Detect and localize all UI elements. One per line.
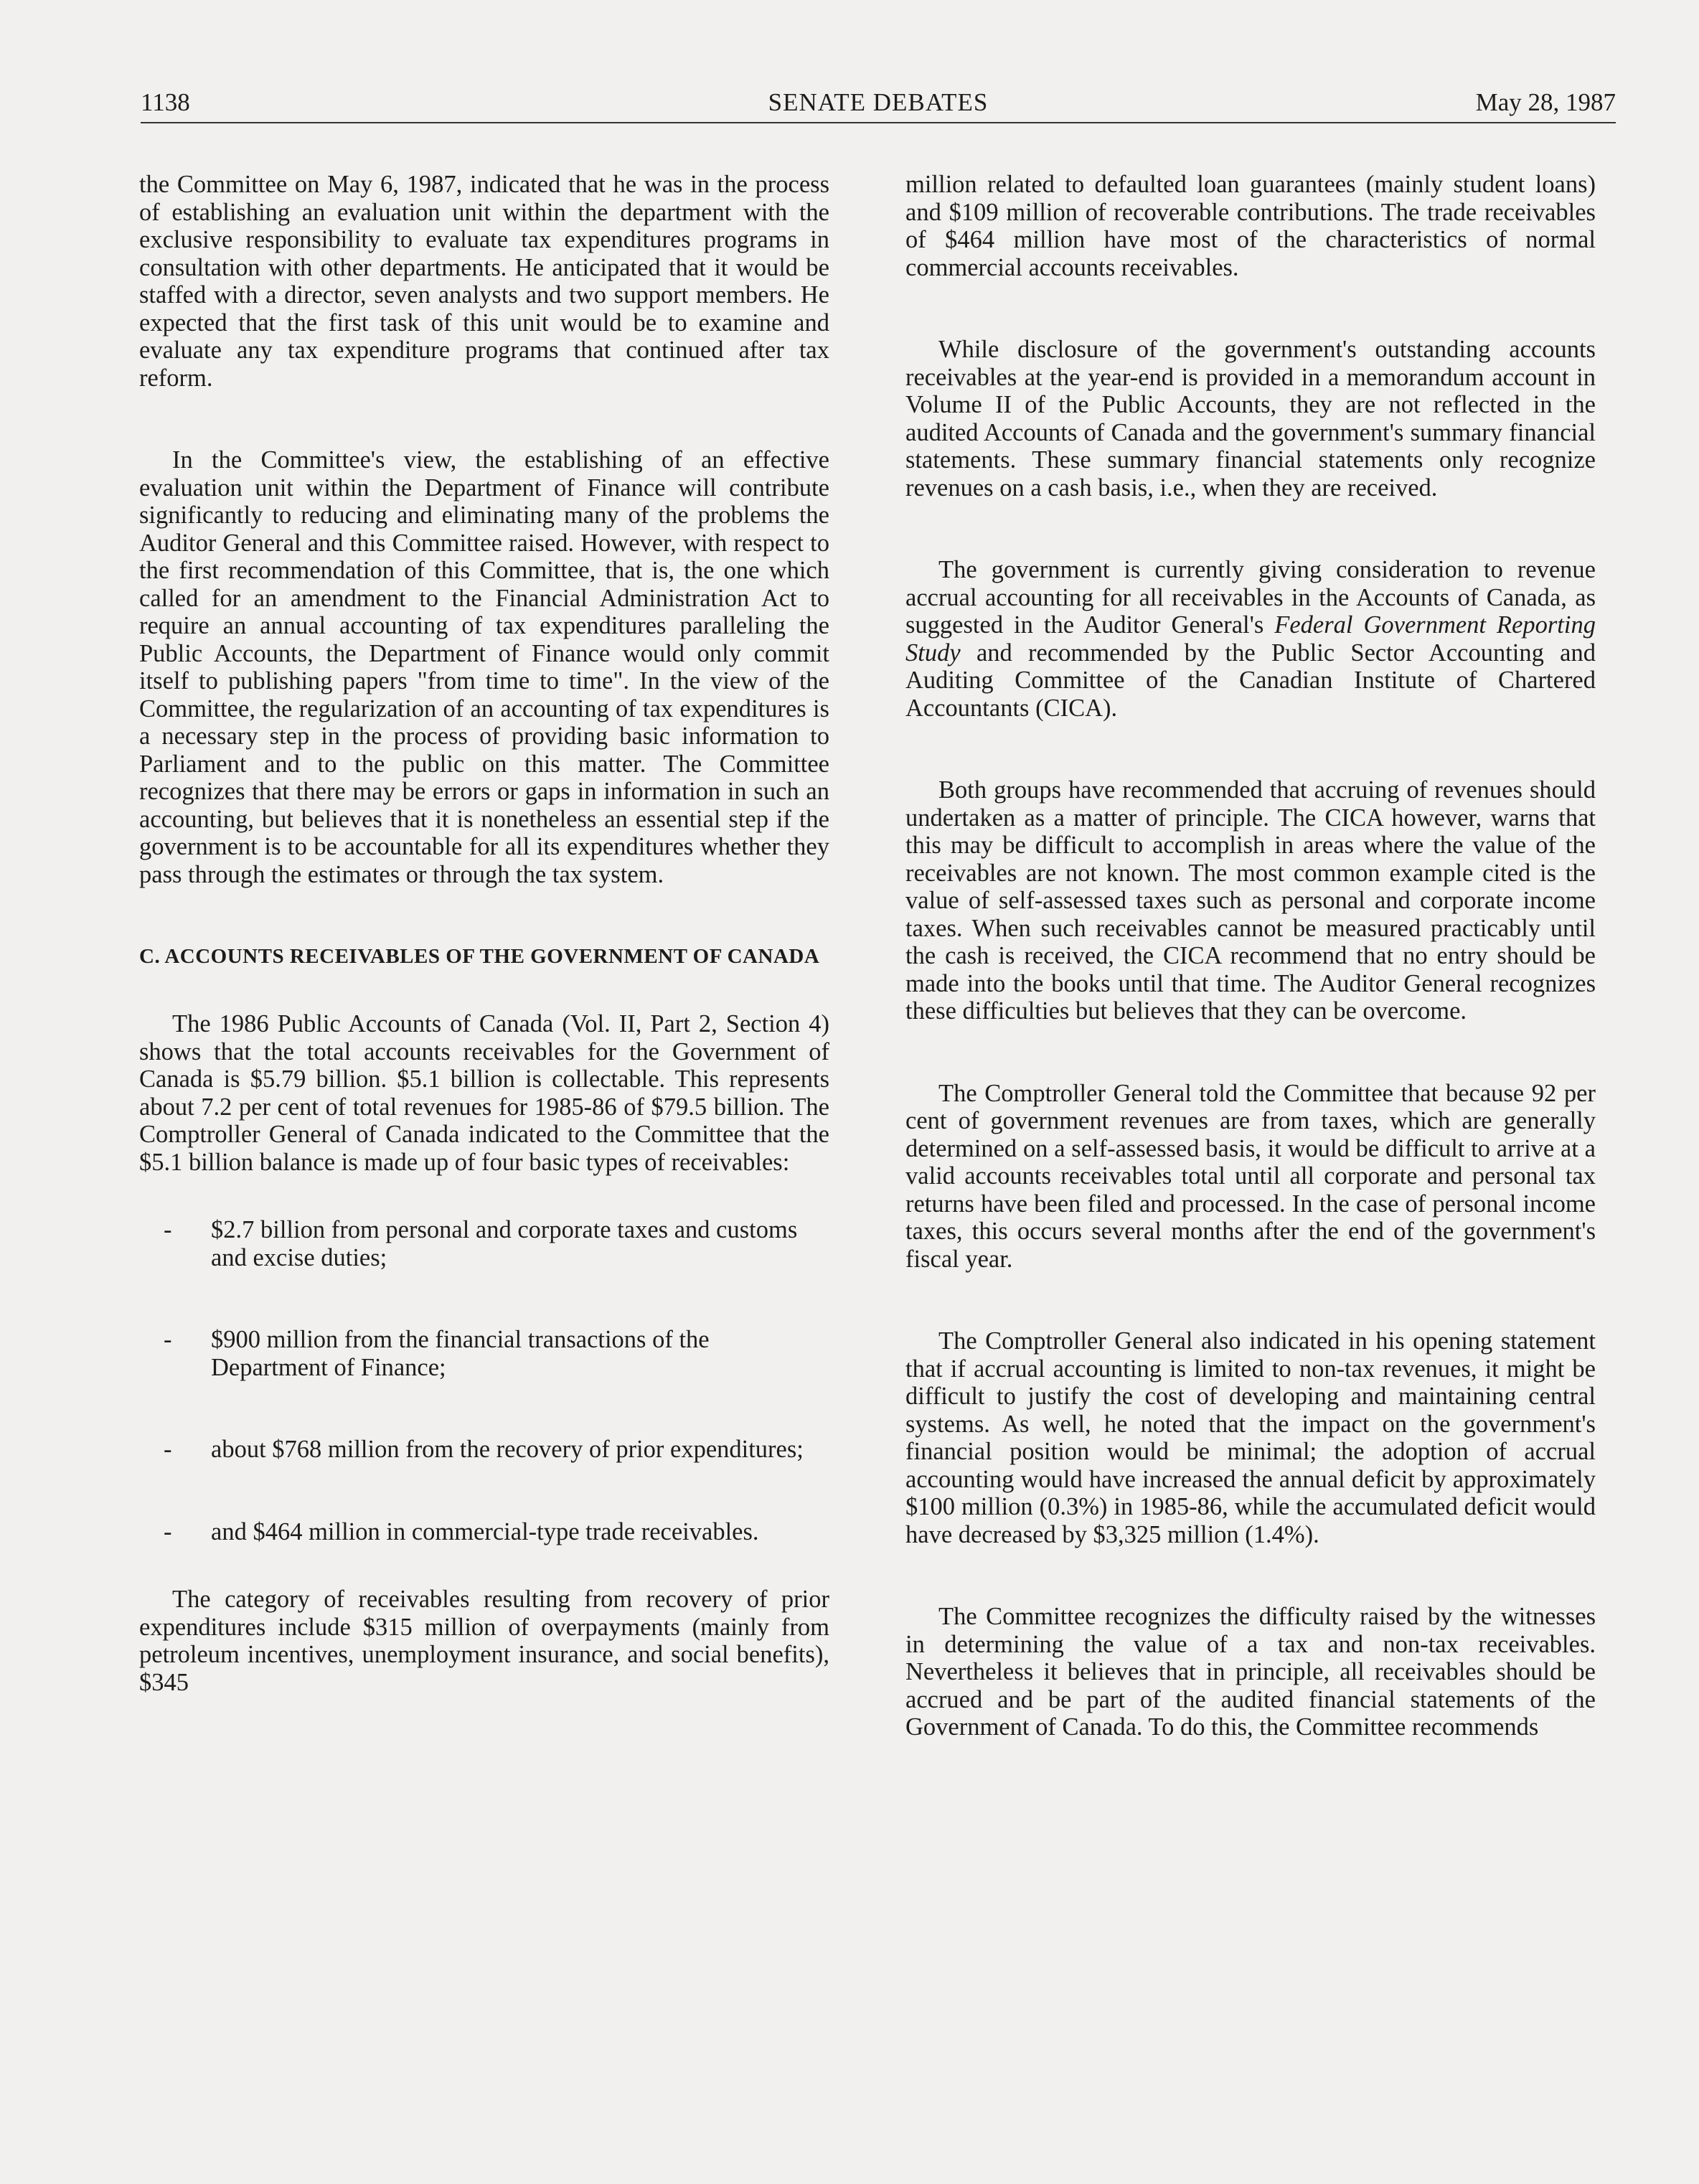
paragraph: The category of receivables resulting from recovery of prior expenditures include $315 million of overpayments (mainly from petroleum incentives, unemployment insurance, and social benefits), $345 (139, 1586, 829, 1696)
paragraph-text: and recommended by the Public Sector Accounting and Auditing Committee of the Canadian Institute of Chartered Accountants (CICA). (905, 639, 1596, 722)
paragraph: million related to defaulted loan guarantees (mainly student loans) and $109 million of recoverable contributions. The trade receivables of $464 million have most of the characteristics of normal commercial accounts receivables. (905, 171, 1596, 281)
paragraph: The Committee recognizes the difficulty raised by the witnesses in determining the value of a tax and non-tax receivables. Nevertheless it believes that in principle, all receivables should be accrued and be part of the audited financial statements of the Government of Canada. To do this, the Committee recommends (905, 1603, 1596, 1741)
list-dash: - (164, 1517, 172, 1545)
list-dash: - (164, 1436, 172, 1463)
list-item-text: $900 million from the financial transactions of the Department of Finance; (211, 1326, 710, 1381)
section-heading: C. ACCOUNTS RECEIVABLES OF THE GOVERNMENT OF CANADA (139, 945, 820, 968)
report-title: Federal Government Reporting Study (905, 611, 1596, 667)
list-item-text: $2.7 billion from personal and corporate taxes and customs and excise duties; (211, 1216, 798, 1271)
list-item-text: about $768 million from the recovery of prior expenditures; (211, 1436, 804, 1463)
receivables-list (139, 1216, 829, 1545)
list-item (139, 1518, 829, 1546)
paragraph-text: The government is currently giving consideration to revenue accrual accounting for all receivables in the Accounts of Canada, as suggested in the Auditor General's (905, 556, 1596, 639)
paragraph (905, 556, 1596, 722)
paragraph: In the Committee's view, the establishing of an effective evaluation unit within the Department of Finance will contribute significantly to reducing and eliminating many of the problems the Auditor General and this Committee raised. However, with respect to the first recommendation of this Committee, that is, the one which called for an amendment to the Financial Administration Act to require an annual accounting of tax expenditures paralleling the Public Accounts, the Department of Finance would only commit itself to publishing papers "from time to time". In the view of the Committee, the regularization of an accounting of tax expenditures is a necessary step in the process of providing basic information to Parliament and to the public on this matter. The Committee recognizes that there may be errors or gaps in information in such an accounting, but believes that it is nonetheless an essential step if the government is to be accountable for all its expenditures whether they pass through the estimates or through the tax system. (139, 446, 829, 888)
publication-title: SENATE DEBATES (768, 88, 989, 116)
right-column (905, 171, 1596, 1741)
list-item (139, 1216, 829, 1271)
paragraph: The Comptroller General told the Committee that because 92 per cent of government revenues are from taxes, which are generally determined on a self-assessed basis, it would be difficult to arrive at a valid accounts receivables total until all corporate and personal tax returns have been filed and processed. In the case of personal income taxes, this occurs several months after the end of the government's fiscal year. (905, 1079, 1596, 1273)
header-rule (141, 122, 1616, 123)
list-dash: - (164, 1216, 172, 1243)
page-number: 1138 (141, 88, 190, 116)
left-column (139, 171, 829, 1696)
paragraph: The 1986 Public Accounts of Canada (Vol. II, Part 2, Section 4) shows that the total accounts receivables for the Government of Canada is $5.79 billion. $5.1 billion is collectable. This represents about 7.2 per cent of total revenues for 1985-86 of $79.5 billion. The Comptroller General of Canada indicated to the Committee that the $5.1 billion balance is made up of four basic types of receivables: (139, 1010, 829, 1176)
list-item-text: and $464 million in commercial-type trade receivables. (211, 1517, 759, 1545)
list-item (139, 1326, 829, 1381)
list-item (139, 1436, 829, 1464)
paragraph: the Committee on May 6, 1987, indicated that he was in the process of establishing an evaluation unit within the department with the exclusive responsibility to evaluate tax expenditures programs in consultation with other departments. He anticipated that it would be staffed with a director, seven analysts and two support members. He expected that the first task of this unit would be to examine and evaluate any tax expenditure programs that continued after tax reform. (139, 171, 829, 392)
paragraph: Both groups have recommended that accruing of revenues should undertaken as a matter of principle. The CICA however, warns that this may be difficult to accomplish in areas where the value of the receivables are not known. The most common example cited is the value of self-assessed taxes such as personal and corporate income taxes. When such receivables cannot be measured practicably until the cash is received, the CICA recommend that no entry should be made into the books until that time. The Auditor General recognizes these difficulties but believes that they can be overcome. (905, 776, 1596, 1025)
paragraph: While disclosure of the government's outstanding accounts receivables at the year-end is provided in a memorandum account in Volume II of the Public Accounts, they are not reflected in the audited Accounts of Canada and the government's summary financial statements. These summary financial statements only recognize revenues on a cash basis, i.e., when they are received. (905, 336, 1596, 502)
list-dash: - (164, 1326, 172, 1353)
page-header (141, 85, 1616, 121)
paragraph: The Comptroller General also indicated in his opening statement that if accrual accounting is limited to non-tax revenues, it might be difficult to justify the cost of developing and maintaining central systems. As well, he noted that the impact on the government's financial position would be minimal; the adoption of accrual accounting would have increased the annual deficit by approximately $100 million (0.3%) in 1985-86, while the accumulated deficit would have decreased by $3,325 million (1.4%). (905, 1327, 1596, 1548)
publication-date: May 28, 1987 (1475, 88, 1616, 116)
